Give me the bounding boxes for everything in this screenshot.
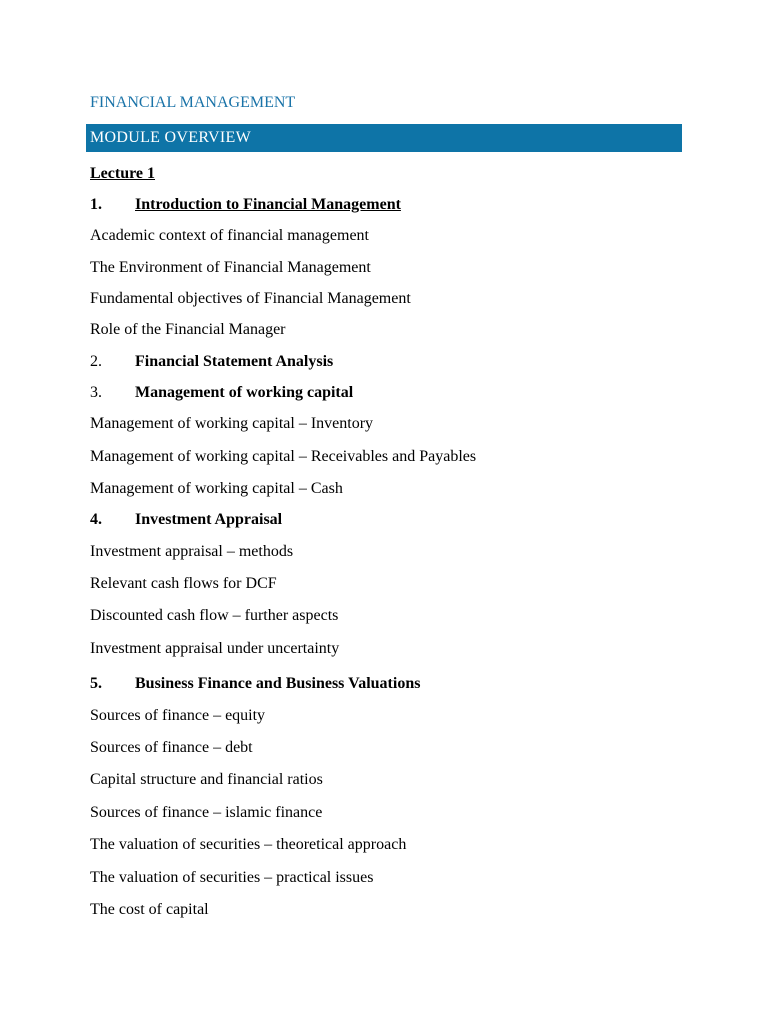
section-number: 2. bbox=[90, 353, 102, 370]
lecture-heading: Lecture 1 bbox=[90, 165, 156, 182]
list-item: The valuation of securities – theoretical approach bbox=[90, 836, 407, 853]
section-heading-4 bbox=[90, 510, 282, 530]
section-number: 3. bbox=[90, 384, 102, 401]
list-item: The valuation of securities – practical issues bbox=[90, 869, 374, 886]
list-item: Role of the Financial Manager bbox=[90, 321, 286, 338]
banner-text: MODULE OVERVIEW bbox=[90, 129, 251, 146]
section-heading-3 bbox=[90, 383, 353, 403]
section-title: Introduction to Financial Management bbox=[135, 196, 401, 213]
list-item: Discounted cash flow – further aspects bbox=[90, 607, 339, 624]
section-heading-5 bbox=[90, 674, 420, 694]
section-title: Investment Appraisal bbox=[135, 511, 283, 528]
section-title: Financial Statement Analysis bbox=[135, 353, 334, 370]
module-overview-banner bbox=[86, 124, 682, 152]
section-number: 1. bbox=[90, 196, 102, 213]
list-item: Capital structure and financial ratios bbox=[90, 771, 323, 788]
list-item: Investment appraisal under uncertainty bbox=[90, 640, 340, 657]
section-title: Business Finance and Business Valuations bbox=[135, 675, 421, 692]
list-item: Management of working capital – Receivables and Payables bbox=[90, 448, 477, 465]
list-item: Management of working capital – Inventory bbox=[90, 415, 374, 432]
list-item: Sources of finance – debt bbox=[90, 739, 253, 756]
list-item: Sources of finance – equity bbox=[90, 707, 266, 724]
list-item: Sources of finance – islamic finance bbox=[90, 804, 323, 821]
list-item: Relevant cash flows for DCF bbox=[90, 575, 277, 592]
list-item: Investment appraisal – methods bbox=[90, 543, 294, 560]
section-title: Management of working capital bbox=[135, 384, 354, 401]
section-number: 4. bbox=[90, 511, 102, 528]
document-title: FINANCIAL MANAGEMENT bbox=[90, 94, 296, 111]
list-item: Management of working capital – Cash bbox=[90, 480, 343, 497]
list-item: The Environment of Financial Management bbox=[90, 259, 371, 276]
section-heading-1 bbox=[90, 195, 401, 215]
list-item: Academic context of financial management bbox=[90, 227, 369, 244]
list-item: Fundamental objectives of Financial Management bbox=[90, 290, 411, 307]
section-heading-2 bbox=[90, 352, 333, 372]
section-number: 5. bbox=[90, 675, 102, 692]
list-item: The cost of capital bbox=[90, 901, 209, 918]
